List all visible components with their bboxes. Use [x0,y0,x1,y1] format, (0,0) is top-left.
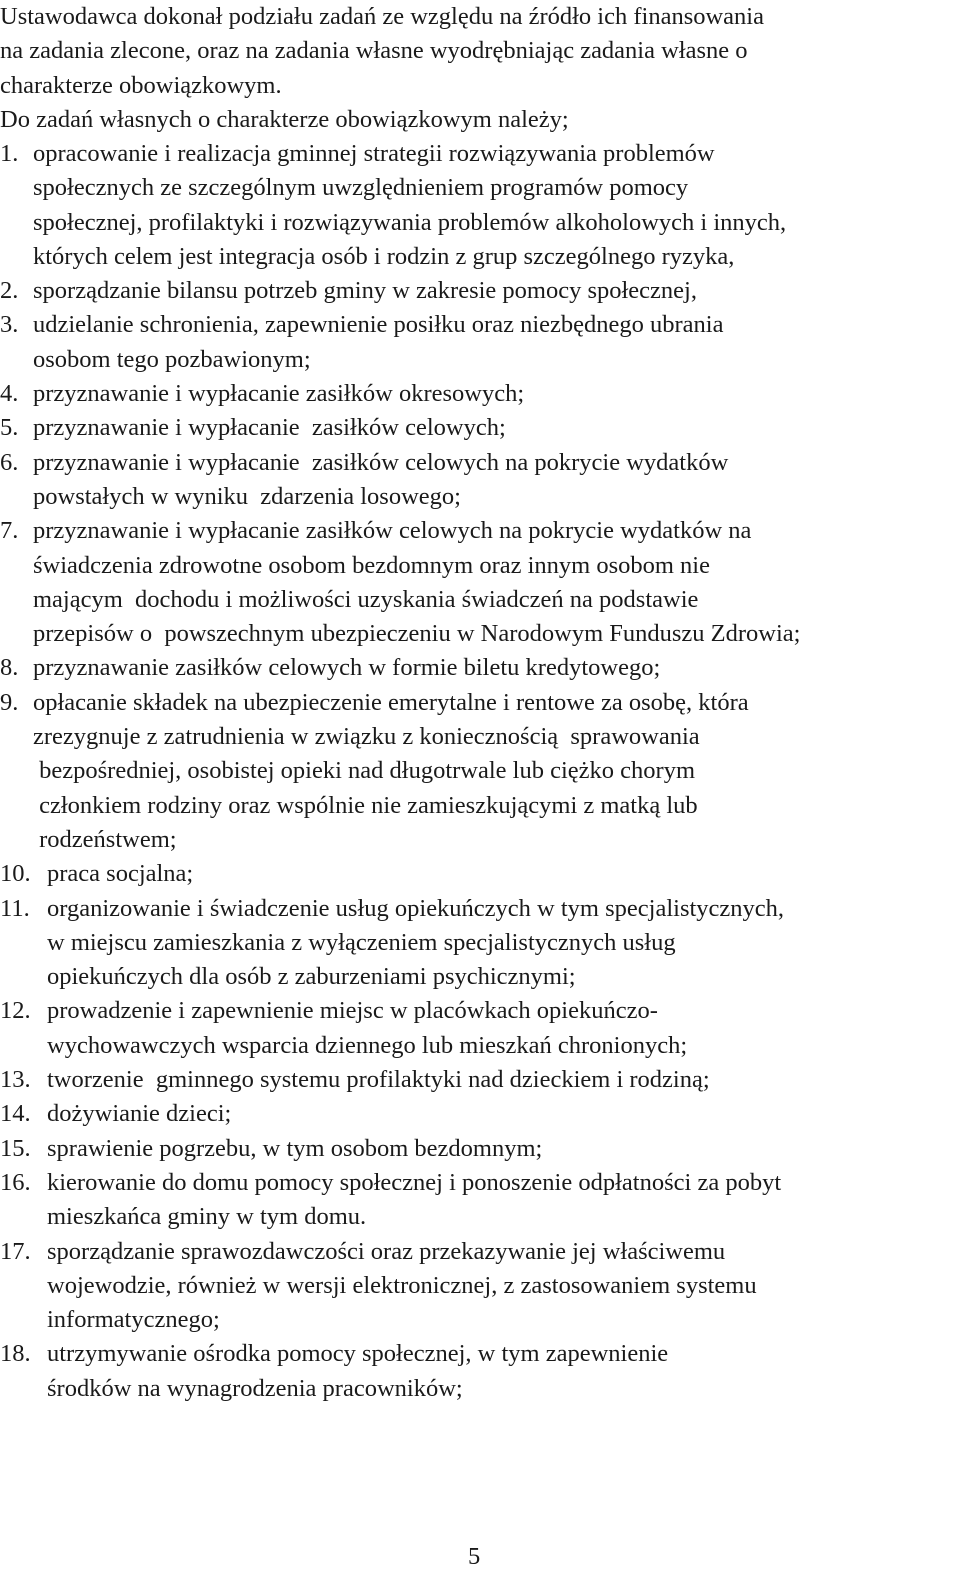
list-item-line: zrezygnuje z zatrudnienia w związku z koniecznością sprawowania [33,723,700,751]
list-item [0,411,960,445]
list-item-line: społecznej, profilaktyki i rozwiązywania problemów alkoholowych i innych, [33,208,787,236]
list-item-line: członkiem rodziny oraz wspólnie nie zamieszkującymi z matką lub [33,791,698,819]
list-item-text [0,137,960,274]
list-item-line: świadczenia zdrowotne osobom bezdomnym oraz innym osobom nie [33,551,710,579]
list-item-line: środków na wynagrodzenia pracowników; [47,1374,463,1402]
list-item-line: organizowanie i świadczenie usług opiekuńczych w tym specjalistycznych, [47,894,785,922]
list-item-line: tworzenie gminnego systemu profilaktyki nad dzieckiem i rodziną; [47,1066,710,1094]
list-item-line: dożywianie dzieci; [47,1100,232,1128]
list-item-line: przyznawanie i wypłacanie zasiłków celowych; [33,414,506,442]
list-item [0,137,960,274]
list-item [0,651,960,685]
list-item-line: praca socjalna; [47,860,194,888]
list-item-text [0,1235,960,1338]
list-item-line: wojewodzie, również w wersji elektronicznej, z zastosowaniem systemu [47,1271,757,1299]
list-item [0,377,960,411]
list-item-text [0,514,960,651]
list-item-line: opiekuńczych dla osób z zaburzeniami psychicznymi; [47,963,576,991]
list-item-text [0,857,960,891]
list-item-number: 6. [0,448,19,476]
list-item-number: 1. [0,140,19,167]
list-item-number: 5. [0,414,19,442]
list-item-line: osobom tego pozbawionym; [33,345,311,373]
list-item-number: 3. [0,311,19,339]
list-item-text [0,1132,960,1166]
list-item-text [0,1166,960,1235]
list-item-text [0,446,960,515]
section-heading: Do zadań własnych o charakterze obowiązkowym należy; [0,105,569,133]
list-item-line: społecznych ze szczególnym uwzględnieniem programów pomocy [33,174,689,202]
list-item-line: opracowanie i realizacja gminnej strategii rozwiązywania problemów [33,140,715,167]
list-item-text [0,994,960,1063]
list-item-line: wychowawczych wsparcia dziennego lub mieszkań chronionych; [47,1031,688,1059]
list-item [0,1132,960,1166]
list-item-line: utrzymywanie ośrodka pomocy społecznej, w tym zapewnienie [47,1340,669,1368]
list-item-number: 10. [0,860,31,888]
list-item-line: mieszkańca gminy w tym domu. [47,1203,367,1231]
list-item-text [0,686,960,857]
list-item-text [0,411,960,445]
list-item-text [0,1063,960,1097]
list-item-text [0,308,960,377]
list-item-line: udzielanie schronienia, zapewnienie posiłku oraz niezbędnego ubrania [33,311,724,339]
list-item-line: powstałych w wyniku zdarzenia losowego; [33,482,461,510]
list-item-number: 9. [0,688,19,716]
task-list [0,137,960,1406]
list-item-number: 4. [0,380,19,408]
list-item-number: 12. [0,997,31,1025]
list-item [0,1097,960,1131]
list-item [0,514,960,651]
list-item-line: przyznawanie zasiłków celowych w formie biletu kredytowego; [33,654,661,682]
list-item-line: rodzeństwem; [33,825,177,853]
list-item-text [0,1097,960,1131]
list-item-line: opłacanie składek na ubezpieczenie emerytalne i rentowe za osobę, która [33,688,749,716]
page-number: 5 [468,1543,481,1570]
list-item [0,1166,960,1235]
list-item-line: mającym dochodu i możliwości uzyskania świadczeń na podstawie [33,585,699,613]
list-item [0,274,960,308]
list-item-number: 13. [0,1066,31,1094]
list-item-line: przyznawanie i wypłacanie zasiłków celowych na pokrycie wydatków [33,448,729,476]
list-item-number: 18. [0,1340,31,1368]
list-item-number: 7. [0,517,19,545]
list-item-line: sprawienie pogrzebu, w tym osobom bezdomnym; [47,1134,543,1162]
list-item [0,686,960,857]
list-item-line: przyznawanie i wypłacanie zasiłków okresowych; [33,380,525,408]
list-item-text [0,892,960,995]
list-item [0,994,960,1063]
list-item-line: sporządzanie bilansu potrzeb gminy w zakresie pomocy społecznej, [33,277,697,305]
list-item [0,1063,960,1097]
list-item-line: przepisów o powszechnym ubezpieczeniu w Narodowym Funduszu Zdrowia; [33,620,801,648]
list-item-number: 17. [0,1237,31,1265]
intro-paragraph-line: charakterze obowiązkowym. [0,71,282,99]
list-item-line: w miejscu zamieszkania z wyłączeniem specjalistycznych usług [47,928,676,956]
list-item-number: 16. [0,1168,31,1196]
list-item-number: 11. [0,894,30,922]
list-item-line: prowadzenie i zapewnienie miejsc w placówkach opiekuńczo- [47,997,658,1025]
list-item-line: informatycznego; [47,1306,220,1334]
intro-paragraph-line: na zadania zlecone, oraz na zadania własne wyodrębniając zadania własne o [0,37,748,65]
list-item [0,1235,960,1338]
list-item-number: 2. [0,277,19,305]
list-item-text [0,274,960,308]
intro-section [0,0,960,137]
list-item-text [0,377,960,411]
intro-paragraph-line: Ustawodawca dokonał podziału zadań ze względu na źródło ich finansowania [0,3,764,30]
list-item-number: 14. [0,1100,31,1128]
list-item-line: bezpośredniej, osobistej opieki nad długotrwale lub ciężko chorym [33,757,696,785]
list-item [0,308,960,377]
list-item-line: kierowanie do domu pomocy społecznej i ponoszenie odpłatności za pobyt [47,1168,782,1196]
list-item-text [0,651,960,685]
list-item-line: których celem jest integracja osób i rodzin z grup szczególnego ryzyka, [33,242,735,270]
list-item-text [0,1337,960,1406]
list-item [0,892,960,995]
list-item-line: sporządzanie sprawozdawczości oraz przekazywanie jej właściwemu [47,1237,726,1265]
list-item-line: przyznawanie i wypłacanie zasiłków celowych na pokrycie wydatków na [33,517,752,545]
list-item [0,857,960,891]
list-item [0,1337,960,1406]
list-item-number: 8. [0,654,19,682]
list-item-number: 15. [0,1134,31,1162]
list-item [0,446,960,515]
